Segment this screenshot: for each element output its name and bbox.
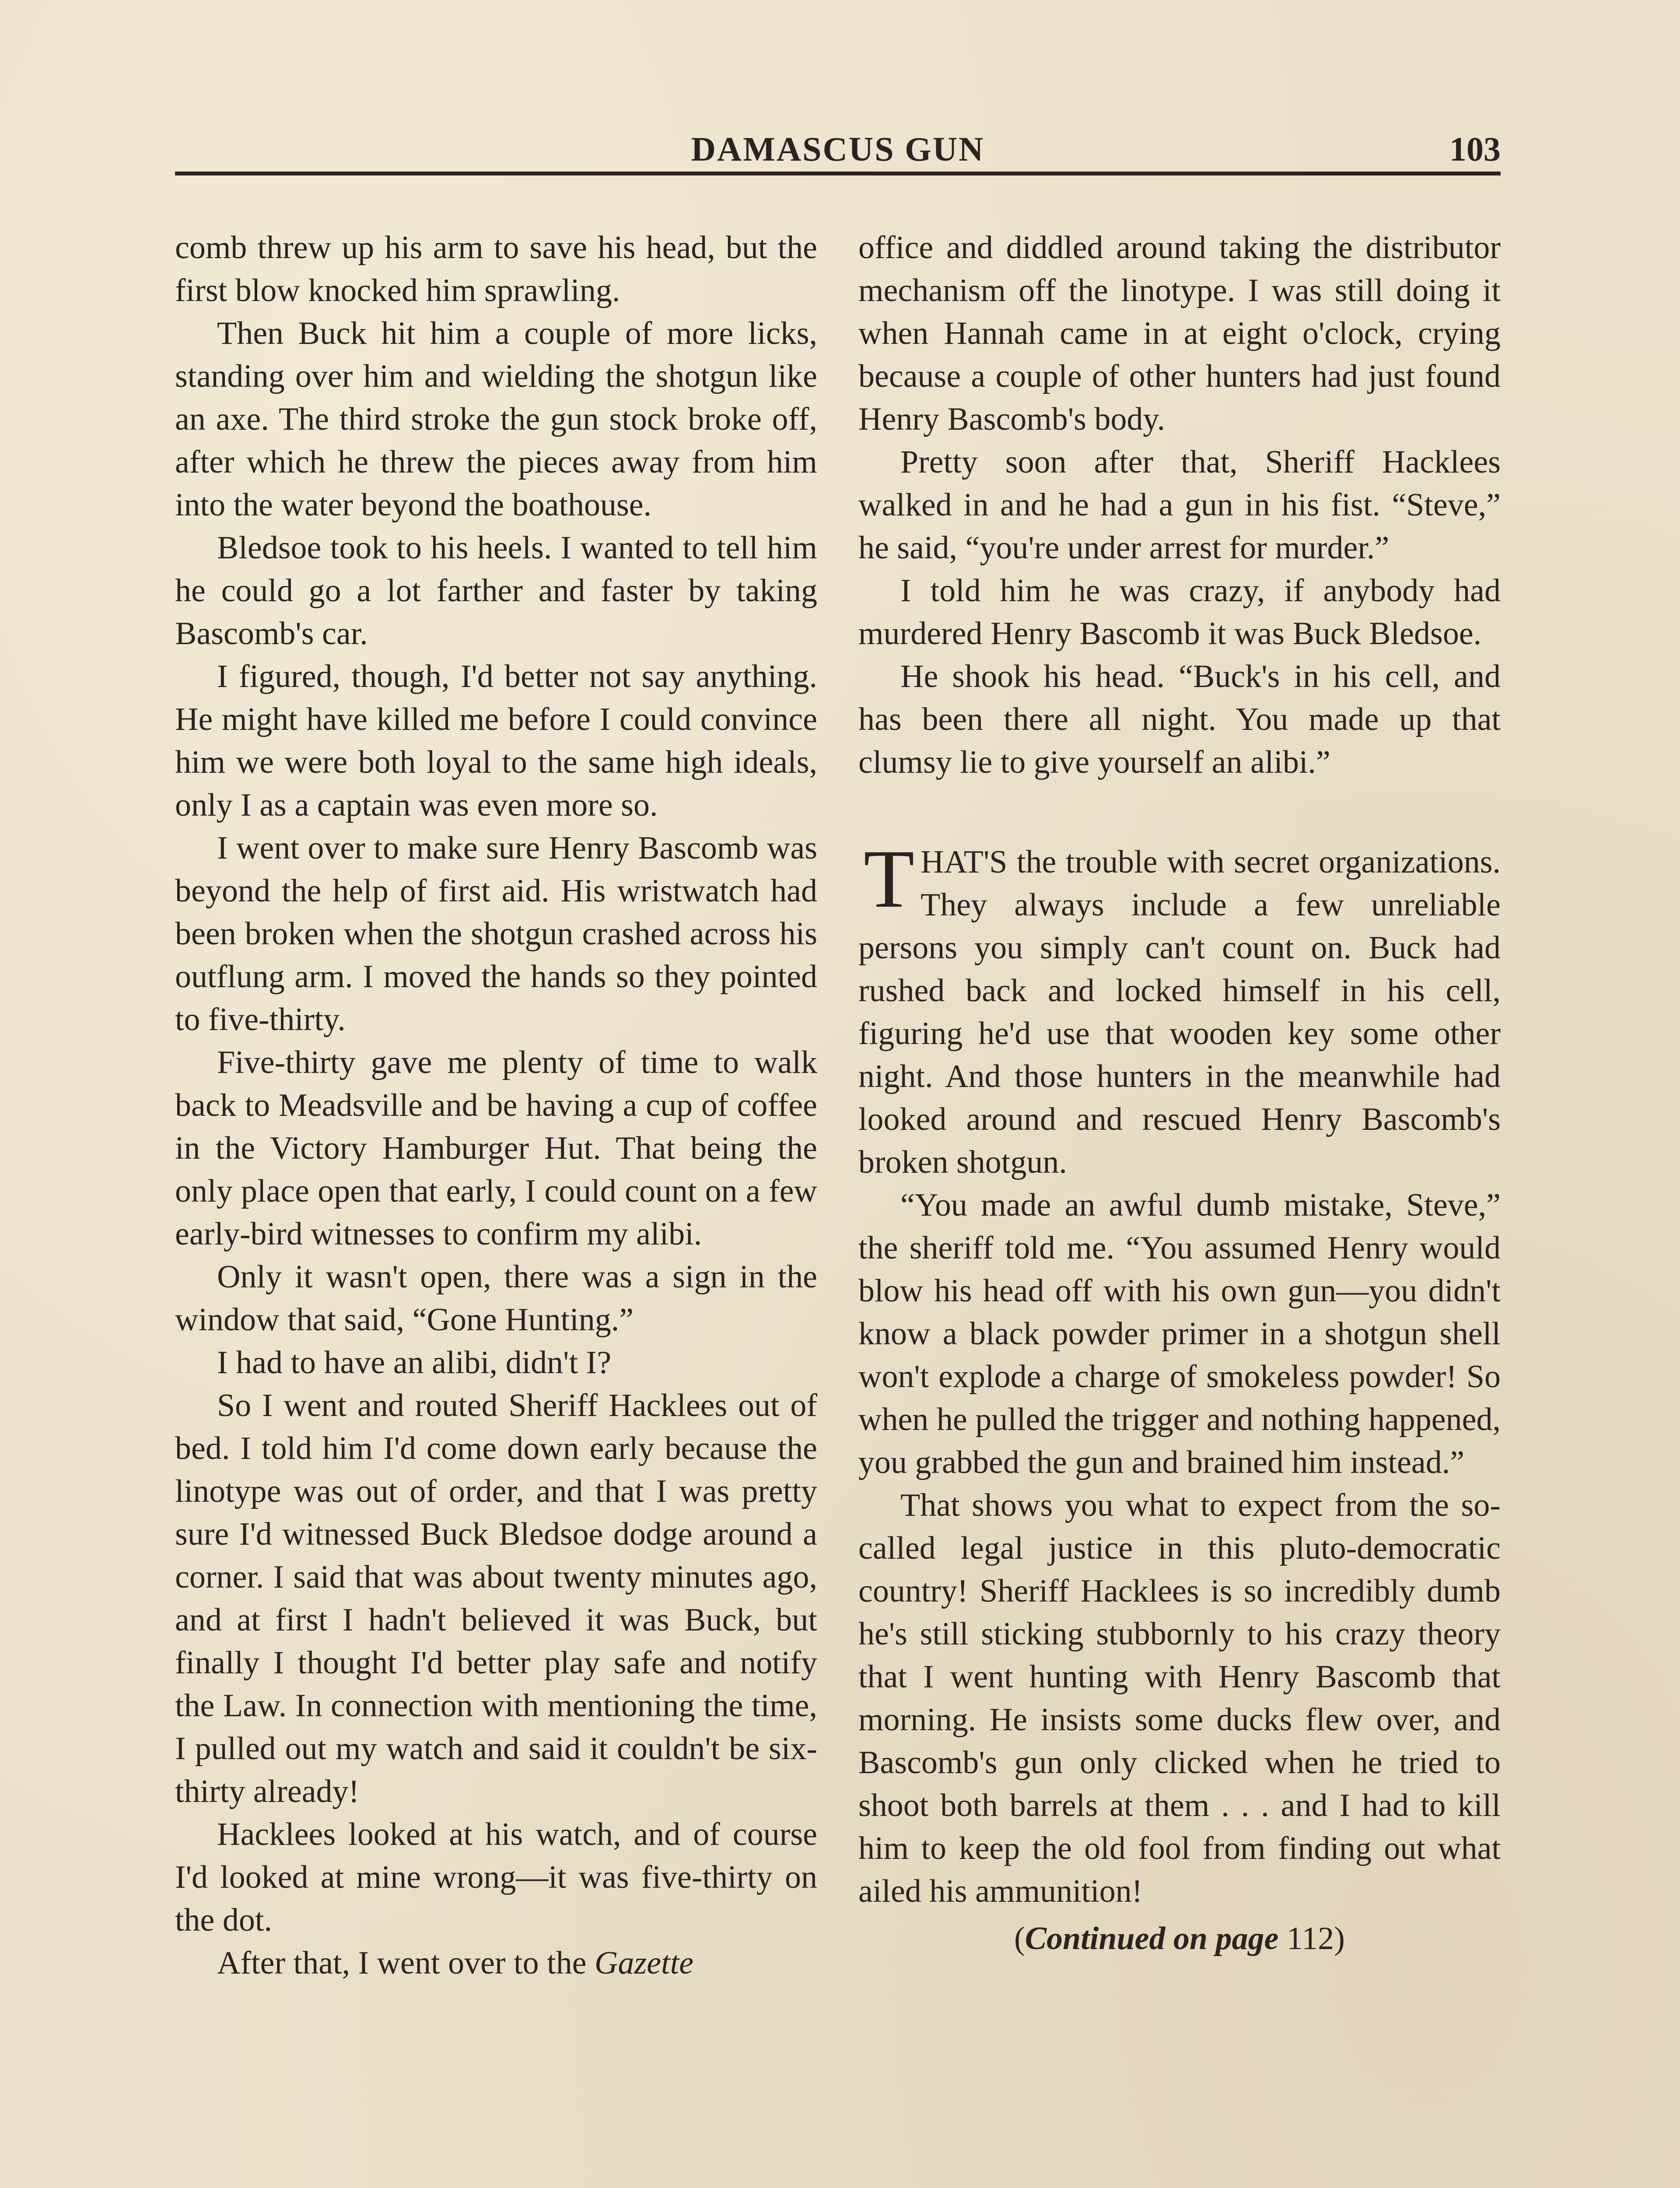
magazine-page: [175, 115, 1501, 2188]
paragraph: He shook his head. “Buck's in his cell, and has been there all night. You made up that clumsy lie to give yourself an alibi.”: [858, 659, 1501, 780]
paragraph: That shows you what to expect from the so-called legal justice in this pluto-democratic country! Sheriff Hacklees is so incredibly dumb he's still sticking stubbornly to his crazy theory that I went hunting with Henry Bascomb that morning. He insists some ducks flew over, and Bascomb's gun only clicked when he tried to shoot both barrels at them . . . and I had to kill him to keep the old fool from finding out what ailed his ammunition!: [858, 1487, 1501, 1909]
paragraph: I figured, though, I'd better not say anything. He might have killed me before I could convince him we were both loyal to the same high ideals, only I as a captain was even more so.: [175, 659, 817, 823]
paragraph: Five-thirty gave me plenty of time to walk back to Meadsville and be having a cup of coffee in the Victory Hamburger Hut. That being the only place open that early, I could count on a few early-bird witnesses to confirm my alibi.: [175, 1045, 817, 1252]
paragraph: “You made an awful dumb mistake, Steve,” the sheriff told me. “You assumed Henry would blow his head off with his own gun—you didn't know a black powder primer in a shotgun shell won't explode a charge of smokeless powder! So when he pulled the trigger and nothing happened, you grabbed the gun and brained him instead.”: [858, 1187, 1501, 1480]
section-opening-paragraph: [858, 833, 1501, 1184]
paragraph: comb threw up his arm to save his head, but the first blow knocked him sprawling.: [175, 230, 817, 309]
paragraph: Only it wasn't open, there was a sign in the window that said, “Gone Hunting.”: [175, 1259, 817, 1338]
header-rule: [175, 172, 1501, 175]
paragraph: Hacklees looked at his watch, and of course I'd looked at mine wrong—it was five-thirty on the dot.: [175, 1816, 817, 1938]
paragraph: Pretty soon after that, Sheriff Hacklees walked in and he had a gun in his fist. “Steve,” he said, “you're under arrest for murder.”: [858, 444, 1501, 566]
paragraph-last: [175, 1942, 817, 1985]
paragraph: Then Buck hit him a couple of more licks, standing over him and wielding the shotgun like an axe. The third stroke the gun stock broke off, after which he threw the pieces away from him into the water beyond the boathouse.: [175, 316, 817, 523]
story-title: DAMASCUS GUN: [691, 130, 985, 168]
continued-note: (Continued on page 112): [1014, 1921, 1345, 1957]
drop-cap: T: [864, 833, 915, 925]
paragraph-text: HAT'S the trouble with secret organizations. They always include a few unreliable persons you simply can't count on. Buck had rushed back and locked himself in his cell, figuring he'd use that wooden key some other night. And those hunters in the meanwhile had looked around and rescued Henry Bascomb's broken shotgun.: [858, 844, 1501, 1180]
newspaper-name: Gazette: [595, 1945, 694, 1981]
paragraph: I had to have an alibi, didn't I?: [217, 1345, 612, 1381]
paragraph: office and diddled around taking the distributor mechanism off the linotype. I was still doing it when Hannah came in at eight o'clock, crying because a couple of other hunters had just found Henry Bascomb's body.: [858, 230, 1501, 437]
paragraph: So I went and routed Sheriff Hacklees out of bed. I told him I'd come down early because the linotype was out of order, and that I was pretty sure I'd witnessed Buck Bledsoe dodge around a corner. I said that was about twenty minutes ago, and at first I hadn't believed it was Buck, but finally I thought I'd better play safe and notify the Law. In connection with mentioning the time, I pulled out my watch and said it couldn't be six-thirty already!: [175, 1388, 817, 1809]
page-number: 103: [1449, 130, 1501, 168]
running-head: [175, 115, 1501, 180]
continued-label: Continued on page: [1025, 1921, 1279, 1957]
paragraph: Bledsoe took to his heels. I wanted to tell him he could go a lot farther and faster by taking Bascomb's car.: [175, 530, 817, 652]
paragraph: I went over to make sure Henry Bascomb was beyond the help of first aid. His wristwatch had been broken when the shotgun crashed across his outflung arm. I moved the hands so they pointed to five-thirty.: [175, 830, 817, 1038]
right-column: [858, 226, 1501, 1985]
text-columns: [175, 226, 1501, 1985]
continued-page: 112: [1278, 1921, 1334, 1957]
paragraph: I told him he was crazy, if anybody had murdered Henry Bascomb it was Buck Bledsoe.: [858, 573, 1501, 652]
left-column: [175, 226, 817, 1985]
paragraph-text: After that, I went over to the: [217, 1945, 595, 1981]
